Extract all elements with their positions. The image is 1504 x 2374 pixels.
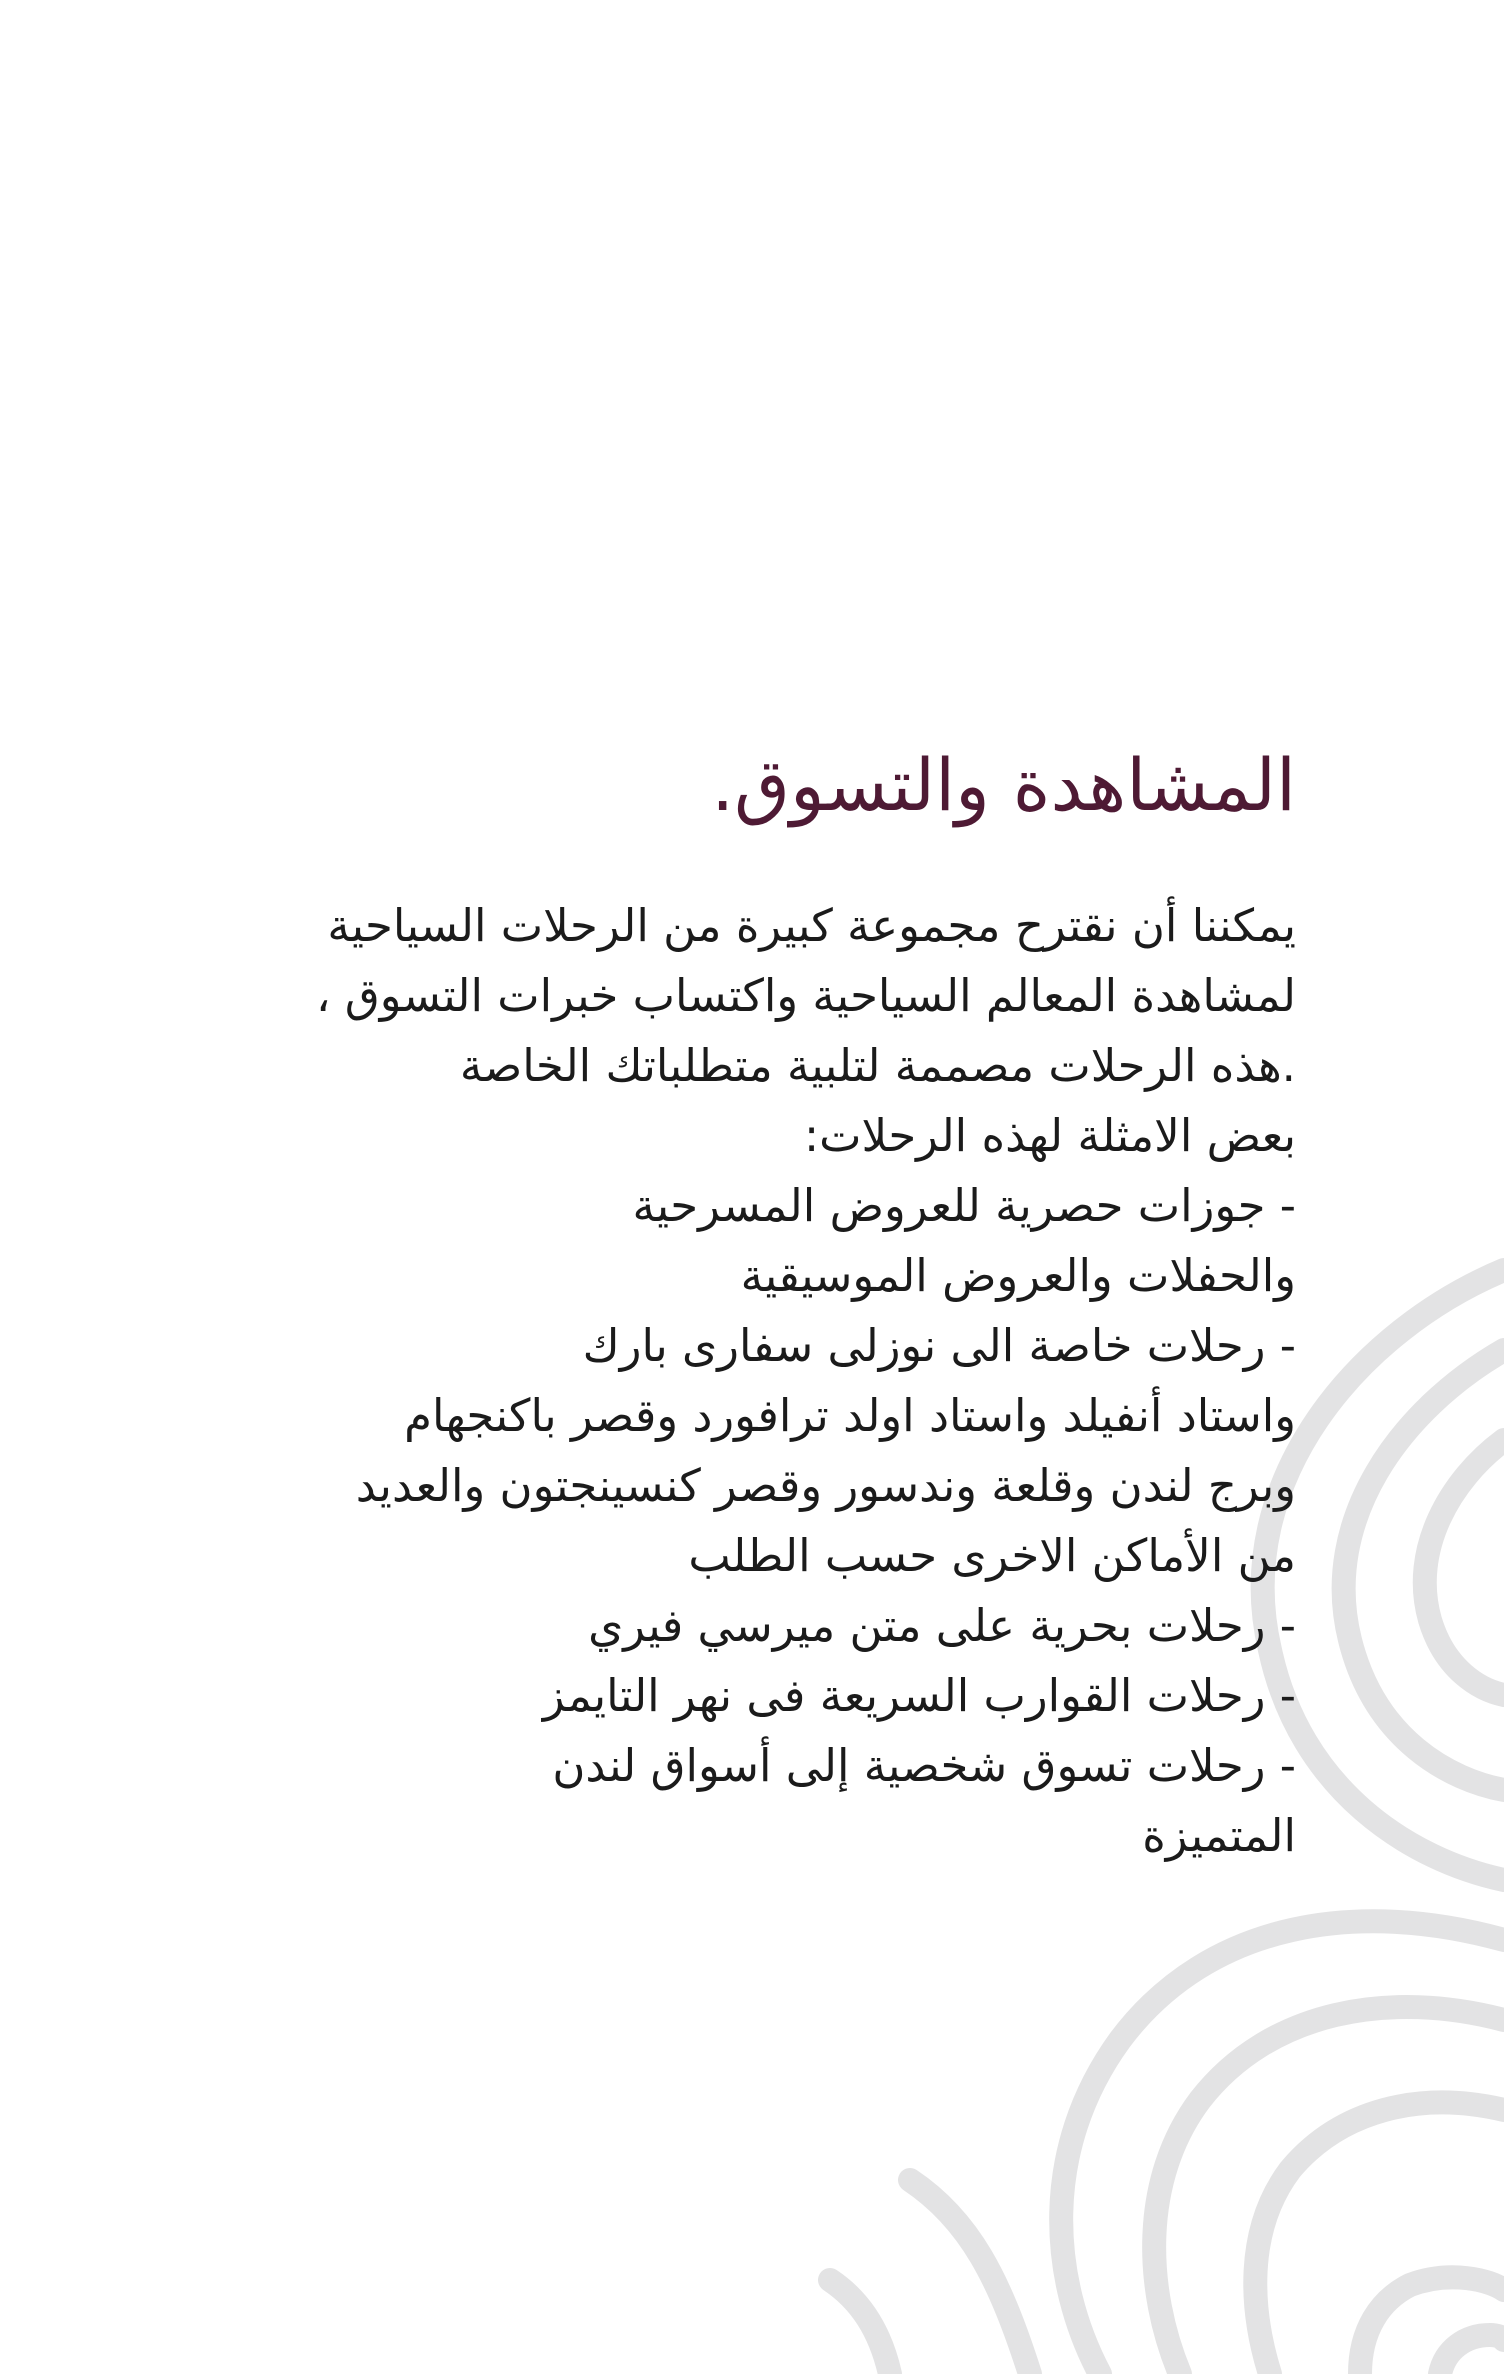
body-line-11: - رحلات بحرية على متن ميرسي فيري — [588, 1599, 1296, 1652]
body-line-1: يمكننا أن نقترح مجموعة كبيرة من الرحلات السياحية — [327, 899, 1296, 952]
body-text — [236, 891, 1296, 1871]
body-line-6: والحفلات والعروض الموسيقية — [740, 1249, 1296, 1302]
body-line-8: واستاد أنفيلد واستاد اولد ترافورد وقصر باكنجهام — [404, 1389, 1296, 1442]
body-line-13: - رحلات تسوق شخصية إلى أسواق لندن — [552, 1739, 1296, 1792]
body-line-5: - جوزات حصرية للعروض المسرحية — [632, 1179, 1296, 1232]
page-title: المشاهدة والتسوق. — [711, 743, 1296, 827]
body-line-4: بعض الامثلة لهذه الرحلات: — [803, 1109, 1296, 1162]
body-line-12: - رحلات القوارب السريعة فى نهر التايمز — [542, 1669, 1296, 1722]
body-line-10: من الأماكن الاخرى حسب الطلب — [688, 1529, 1296, 1582]
page-content — [236, 735, 1296, 1871]
body-line-2: لمشاهدة المعالم السياحية واكتساب خبرات التسوق ، — [316, 969, 1296, 1022]
body-line-14: المتميزة — [1142, 1809, 1296, 1862]
body-line-9: وبرج لندن وقلعة وندسور وقصر كنسينجتون والعديد — [355, 1459, 1296, 1512]
body-line-7: - رحلات خاصة الى نوزلى سفارى بارك — [582, 1319, 1296, 1372]
body-line-3: .هذه الرحلات مصممة لتلبية متطلباتك الخاصة — [459, 1039, 1296, 1092]
